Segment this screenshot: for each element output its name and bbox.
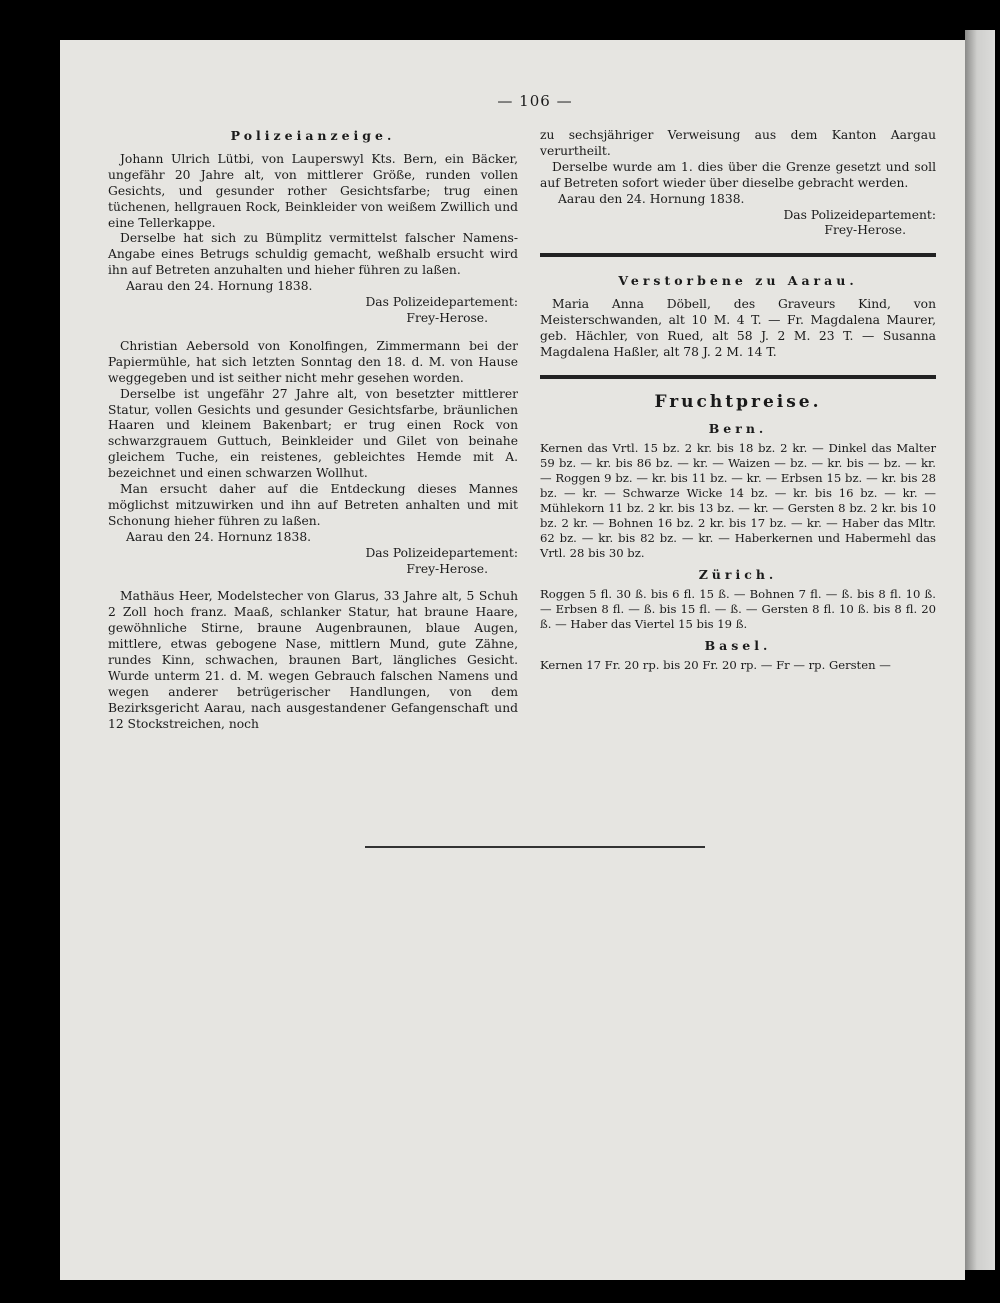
grain-prices-heading: Fruchtpreise. xyxy=(654,391,822,412)
notice-signature-title: Das Polizeidepartement: xyxy=(783,207,936,222)
notice-signature-title: Das Polizeidepartement: xyxy=(365,295,518,310)
notice-signature-title: Das Polizeidepartement: xyxy=(365,545,518,560)
notice-paragraph: Mathäus Heer, Modelstecher von Glarus, 33 Jahre alt, 5 Schuh 2 Zoll hoch franz. Maaß, schlanker Statur, hat braune Haare, gewöhnliche Stirne, braune Augenbraunen, blaue Augen, mittlere, etwas gebogene Nase, mittlern Mund, gute Zähne, rundes Kinn, schwachen, braunen Bart, längliches Gesicht. Wurde unterm 21. d. M. wegen Gebrauch falschen Namens und wegen anderer betrügerischer Handlungen, von dem Bezirksgericht Aarau, nach ausgestandener Gefangenschaft und 12 Stockstreichen, noch xyxy=(108,589,518,731)
notice-paragraph: Derselbe ist ungefähr 27 Jahre alt, von besetzter mittlerer Statur, vollen Gesichts und gesunder Gesichtsfarbe, bräunlichen Haaren und kleinem Bakenbart; er trug einen Rock von schwarzgrauem Guttuch, Beinkleider und Gilet von beinahe gleichem Tuche, ein reistenes, gebleichtes Hemde mit A. bezeichnet und einen schwarzen Wollhut. xyxy=(108,386,518,481)
notice-heer-continued xyxy=(540,128,936,239)
zurich-prices: Roggen 5 fl. 30 ß. bis 6 fl. 15 ß. — Bohnen 7 fl. — ß. bis 8 fl. 10 ß. — Erbsen 8 fl. — ß. bis 15 fl. — ß. — Gersten 8 fl. 10 ß. bis 8 fl. 20 ß. — Haber das Viertel 15 bis 19 ß. xyxy=(540,586,936,631)
deaths-text: Maria Anna Döbell, des Graveurs Kind, von Meisterschwanden, alt 10 M. 4 T. — Fr. Magdalena Maurer, geb. Hächler, von Rued, alt 58 J. 2 M. 23 T. — Susanna Magdalena Haßler, alt 78 J. 2 M. 14 T. xyxy=(540,297,936,359)
police-notice-heading: Polizeianzeige. xyxy=(230,128,396,143)
deaths-heading: Verstorbene zu Aarau. xyxy=(618,273,858,289)
bern-heading: Bern. xyxy=(708,420,768,436)
basel-prices: Kernen 17 Fr. 20 rp. bis 20 Fr. 20 rp. — Fr — rp. Gersten — xyxy=(540,657,891,672)
left-column xyxy=(108,128,518,745)
end-rule xyxy=(365,846,705,848)
page-edge xyxy=(965,30,995,1270)
notice-paragraph: Man ersucht daher auf die Entdeckung dieses Mannes möglichst mitzuwirken und ihn auf Betreten anhalten und mit Schonung hieher führen zu laßen. xyxy=(108,482,518,528)
basel-heading: Basel. xyxy=(704,637,772,653)
notice-paragraph: Derselbe hat sich zu Bümplitz vermittelst falscher Namens-Angabe eines Betrugs schuldig gemacht, weßhalb ersucht wird ihn auf Betreten anzuhalten und hieher führen zu laßen. xyxy=(108,231,518,278)
section-divider xyxy=(540,253,936,257)
notice-aebersold xyxy=(108,339,518,578)
notice-heer xyxy=(108,589,518,732)
notice-signature-name: Frey-Herose. xyxy=(824,223,906,238)
section-divider xyxy=(540,375,936,379)
notice-date: Aarau den 24. Hornunz 1838. xyxy=(126,529,312,544)
grain-prices xyxy=(540,421,936,673)
notice-date: Aarau den 24. Hornung 1838. xyxy=(126,279,313,294)
notice-luethi xyxy=(108,152,518,327)
notice-paragraph: Derselbe wurde am 1. dies über die Grenze gesetzt und soll auf Betreten sofort wieder über dieselbe gebracht werden. xyxy=(540,159,936,190)
bern-prices: Kernen das Vrtl. 15 bz. 2 kr. bis 18 bz. 2 kr. — Dinkel das Malter 59 bz. — kr. bis 86 bz. — kr. — Waizen — bz. — kr. bis — bz. — kr. — Roggen 9 bz. — kr. bis 11 bz. — kr. — Erbsen 15 bz. — kr. bis 28 bz. — kr. — Schwarze Wicke 14 bz. — kr. bis 16 bz. — kr. — Mühlekorn 11 bz. 2 kr. bis 13 bz. — kr. — Gersten 8 bz. 2 kr. bis 10 bz. 2 kr. — Bohnen 16 bz. 2 kr. bis 17 bz. — kr. — Haber das Mltr. 62 bz. — kr. bis 82 bz. — kr. — Haberkernen und Habermehl das Vrtl. 28 bis 30 bz. xyxy=(540,440,936,560)
notice-signature-name: Frey-Herose. xyxy=(406,561,488,576)
notice-paragraph: Johann Ulrich Lütbi, von Lauperswyl Kts. Bern, ein Bäcker, ungefähr 20 Jahre alt, von mittlerer Größe, runden vollen Gesichts, und gesunder rother Gesichtsfarbe; trug einen tüchenen, hellgrauen Rock, Beinkleider von weißem Zwillich und eine Tellerkappe. xyxy=(108,151,518,230)
notice-date: Aarau den 24. Hornung 1838. xyxy=(558,191,745,206)
right-column xyxy=(540,128,936,673)
page-number: — 106 — xyxy=(497,92,573,110)
notice-paragraph: zu sechsjähriger Verweisung aus dem Kanton Aargau verurtheilt. xyxy=(540,128,936,158)
zurich-heading: Zürich. xyxy=(698,566,778,582)
notice-paragraph: Christian Aebersold von Konolfingen, Zimmermann bei der Papiermühle, hat sich letzten Sonntag den 18. d. M. von Hause weggegeben und ist seither nicht mehr gesehen worden. xyxy=(108,338,518,385)
notice-signature-name: Frey-Herose. xyxy=(406,310,488,325)
